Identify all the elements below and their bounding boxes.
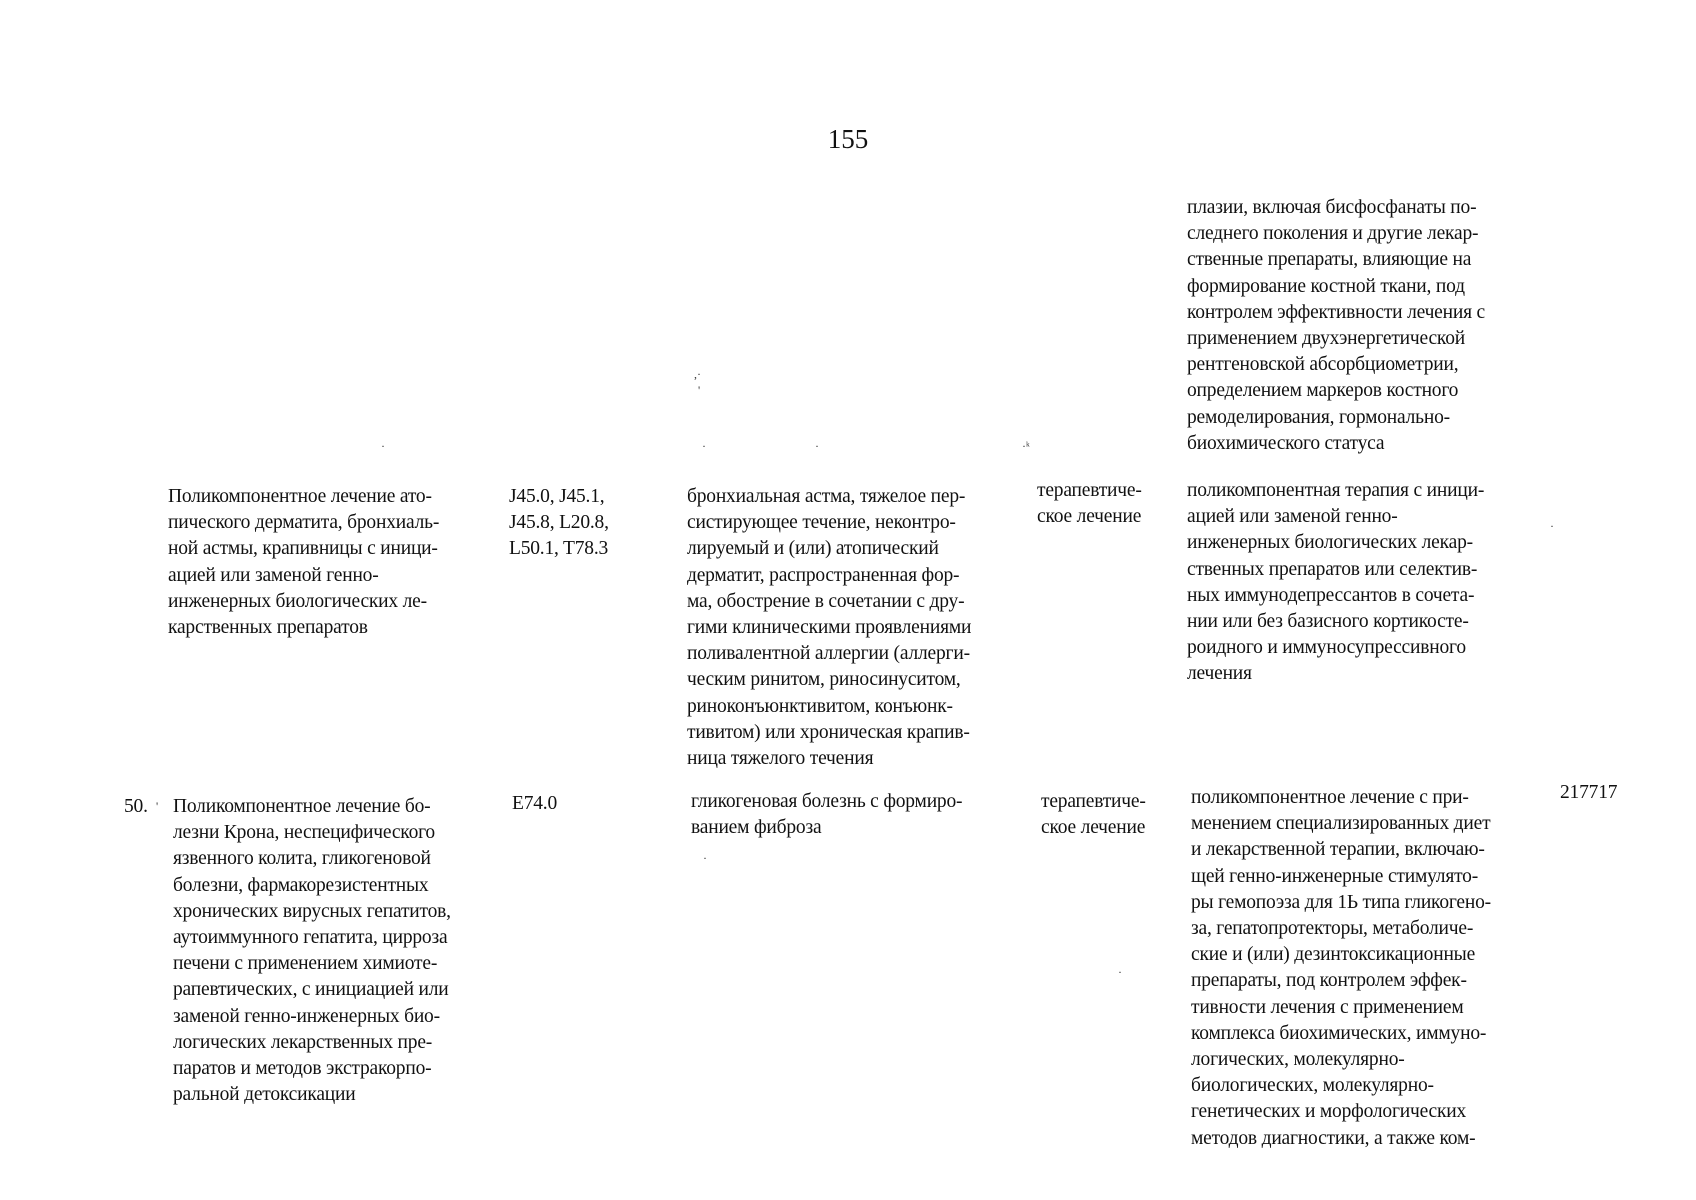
row-number-cell: 50. xyxy=(124,796,148,817)
row-treatment-type-cell: терапевтиче- ское лечение xyxy=(1041,791,1146,839)
row-cost-cell: 217717 xyxy=(1560,782,1618,803)
scan-speck: ' xyxy=(156,799,159,813)
row-method-cell: поликомпонентная терапия с иници- ацией или заменой генно- инженерных биологических лекар- ственных препаратов или селектив- ных иммунодепрессантов в сочета- нии или без базисного кортикосте- роидного и иммуносупрессивного лечения xyxy=(1187,480,1485,685)
scan-speck: · xyxy=(815,439,819,453)
row-name-cell: Поликомпонентное лечение бо- лезни Крона, неспецифического язвенного колита, гликогеновой болезни, фармакорезистентных хронических вирусных гепатитов, аутоиммунного гепатита, цирроза печени с применением химиоте- рапевтических, с инициацией или заменой генно-инженерных био- логических лекарственных пре- паратов и методов экстракорпо- ральной детоксикации xyxy=(173,796,451,1106)
row-codes-cell: J45.0, J45.1, J45.8, L20.8, L50.1, T78.3 xyxy=(509,486,609,560)
scan-speck: ·ᵏ xyxy=(1022,439,1030,453)
scan-speck: · xyxy=(702,439,706,453)
scan-speck: · xyxy=(703,851,707,865)
scan-speck: · xyxy=(1118,965,1122,979)
row-treatment-type-cell: терапевтиче- ское лечение xyxy=(1037,480,1142,528)
scan-speck: · xyxy=(381,439,385,453)
row-method-cell: поликомпонентное лечение с при- менением специализированных диет и лекарственной терапии, включаю- щей генно-инженерные стимулято- ры гемопоэза для 1Ь типа гликогено- за, гепатопротекторы, метаболиче- ские и (или) дезинтоксикационные препараты, под контролем эффек- тивности лечения с применением комплекса биохимических, иммуно- логических, молекулярно- биологических, молекулярно- генетических и морфологических методов диагностики, а также ком- xyxy=(1191,787,1491,1149)
scan-speck: ' xyxy=(698,383,701,397)
page-number: 155 xyxy=(827,124,869,154)
row-patient-model-cell: бронхиальная астма, тяжелое пер- систирующее течение, неконтро- лируемый и (или) атопический дерматит, распространенная фор- ма, обострение в сочетании с дру- гими клиническими проявлениями поливалентной аллергии (аллерги- ческим ринитом, риносинуситом, риноконъюнктивитом, конъюнк- тивитом) или хроническая крапив- ница тяжелого течения xyxy=(687,486,972,770)
continued-method-cell: плазии, включая бисфосфанаты по- следнего поколения и другие лекар- ственные препараты, влияющие на формирование костной ткани, под контролем эффективности лечения с применением двухэнергетической рентгеновской абсорбциометрии, определением маркеров костного ремоделирования, гормонально- биохимического статуса xyxy=(1187,197,1486,454)
row-codes-cell: E74.0 xyxy=(512,793,558,814)
scan-speck: · xyxy=(1550,519,1554,533)
scan-speck: ,· xyxy=(694,367,701,381)
row-name-cell: Поликомпонентное лечение ато- пического дерматита, бронхиаль- ной астмы, крапивницы с иници- ацией или заменой генно- инженерных биологических ле- карственных препаратов xyxy=(168,486,440,639)
row-patient-model-cell: гликогеновая болезнь с формиро- ванием фиброза xyxy=(691,791,963,839)
